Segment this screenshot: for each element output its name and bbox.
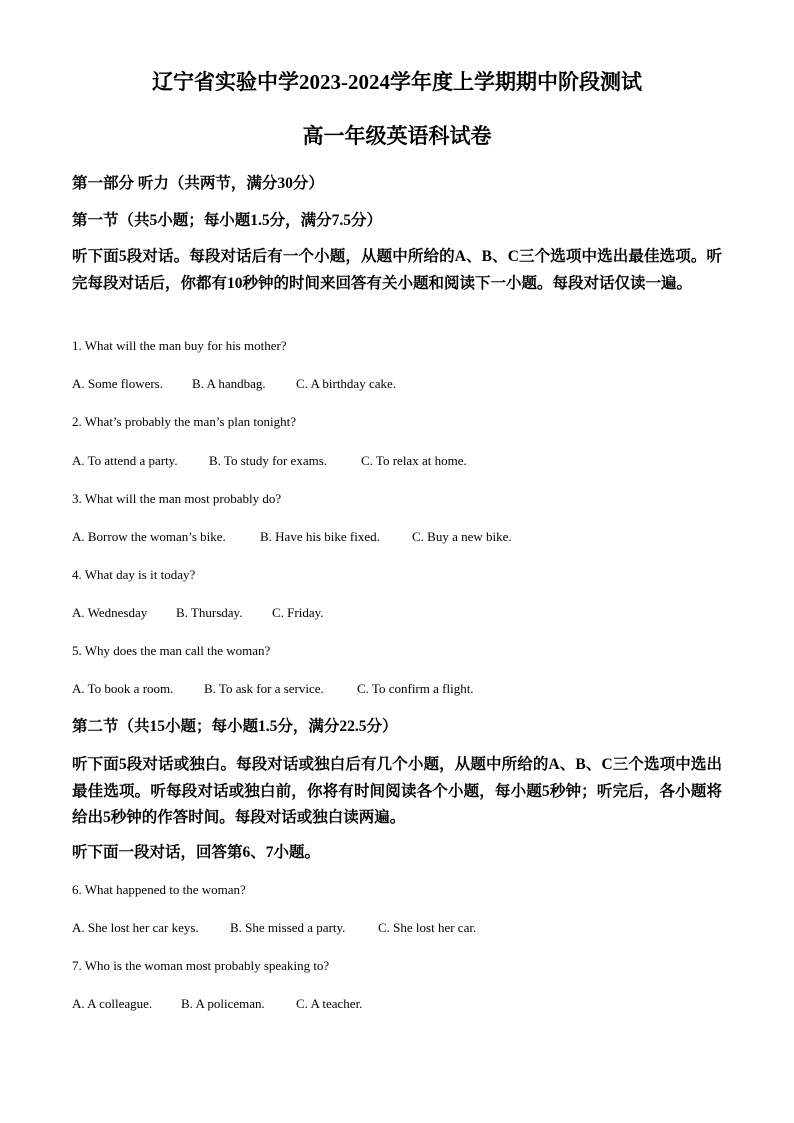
exam-subtitle: 高一年级英语科试卷 bbox=[302, 124, 492, 148]
option-c: C. She lost her car. bbox=[378, 920, 477, 935]
option-a: A. She lost her car keys. bbox=[72, 920, 199, 935]
option-a: A. Borrow the woman’s bike. bbox=[72, 529, 226, 544]
section1-heading: 第一节（共5小题；每小题1.5分，满分7.5分） bbox=[72, 212, 383, 229]
section1-instructions: 听下面5段对话。每段对话后有一个小题，从题中所给的A、B、C三个选项中选出最佳选项。听完每段对话后，你都有10秒钟的时间来回答有关小题和阅读下一小题。每段对话仅读一遍。 bbox=[72, 248, 722, 292]
option-c: C. A teacher. bbox=[296, 996, 363, 1011]
section2-heading: 第二节（共15小题；每小题1.5分，满分22.5分） bbox=[72, 718, 398, 735]
question-5-options bbox=[72, 680, 474, 698]
option-b: B. A handbag. bbox=[192, 376, 266, 391]
exam-title: 辽宁省实验中学2023-2024学年度上学期期中阶段测试 bbox=[152, 70, 642, 94]
option-b: B. Have his bike fixed. bbox=[260, 529, 380, 544]
option-a: A. To attend a party. bbox=[72, 453, 178, 468]
question-6-options bbox=[72, 919, 476, 937]
question-5-stem: 5. Why does the man call the woman? bbox=[72, 643, 271, 658]
question-1-stem: 1. What will the man buy for his mother? bbox=[72, 338, 287, 353]
option-c: C. A birthday cake. bbox=[296, 376, 397, 391]
option-c: C. To confirm a flight. bbox=[357, 681, 474, 696]
question-1-options bbox=[72, 375, 396, 393]
option-c: C. Friday. bbox=[272, 605, 324, 620]
option-a: A. Wednesday bbox=[72, 605, 148, 620]
part1-heading: 第一部分 听力（共两节，满分30分） bbox=[72, 175, 324, 192]
question-2-options bbox=[72, 452, 467, 470]
question-3-options bbox=[72, 528, 512, 546]
option-a: A. A colleague. bbox=[72, 996, 153, 1011]
question-6-stem: 6. What happened to the woman? bbox=[72, 882, 246, 897]
section2-instructions: 听下面5段对话或独白。每段对话或独白后有几个小题，从题中所给的A、B、C三个选项中选出最佳选项。听每段对话或独白前，你将有时间阅读各个小题，每小题5秒钟；听完后，各小题将给出5秒钟的作答时间。每段对话或独白读两遍。 bbox=[72, 756, 722, 826]
option-b: B. To ask for a service. bbox=[204, 681, 324, 696]
option-a: A. To book a room. bbox=[72, 681, 174, 696]
question-7-options bbox=[72, 995, 362, 1013]
option-c: C. Buy a new bike. bbox=[412, 529, 512, 544]
option-b: B. To study for exams. bbox=[209, 453, 328, 468]
option-b: B. Thursday. bbox=[176, 605, 243, 620]
question-7-stem: 7. Who is the woman most probably speaking to? bbox=[72, 958, 330, 973]
section2-sub-heading: 听下面一段对话，回答第6、7小题。 bbox=[72, 844, 321, 861]
question-4-stem: 4. What day is it today? bbox=[72, 567, 196, 582]
option-a: A. Some flowers. bbox=[72, 376, 163, 391]
question-3-stem: 3. What will the man most probably do? bbox=[72, 491, 282, 506]
question-2-stem: 2. What’s probably the man’s plan tonight? bbox=[72, 414, 296, 429]
option-b: B. She missed a party. bbox=[230, 920, 346, 935]
option-b: B. A policeman. bbox=[181, 996, 265, 1011]
question-4-options bbox=[72, 604, 324, 622]
option-c: C. To relax at home. bbox=[361, 453, 467, 468]
